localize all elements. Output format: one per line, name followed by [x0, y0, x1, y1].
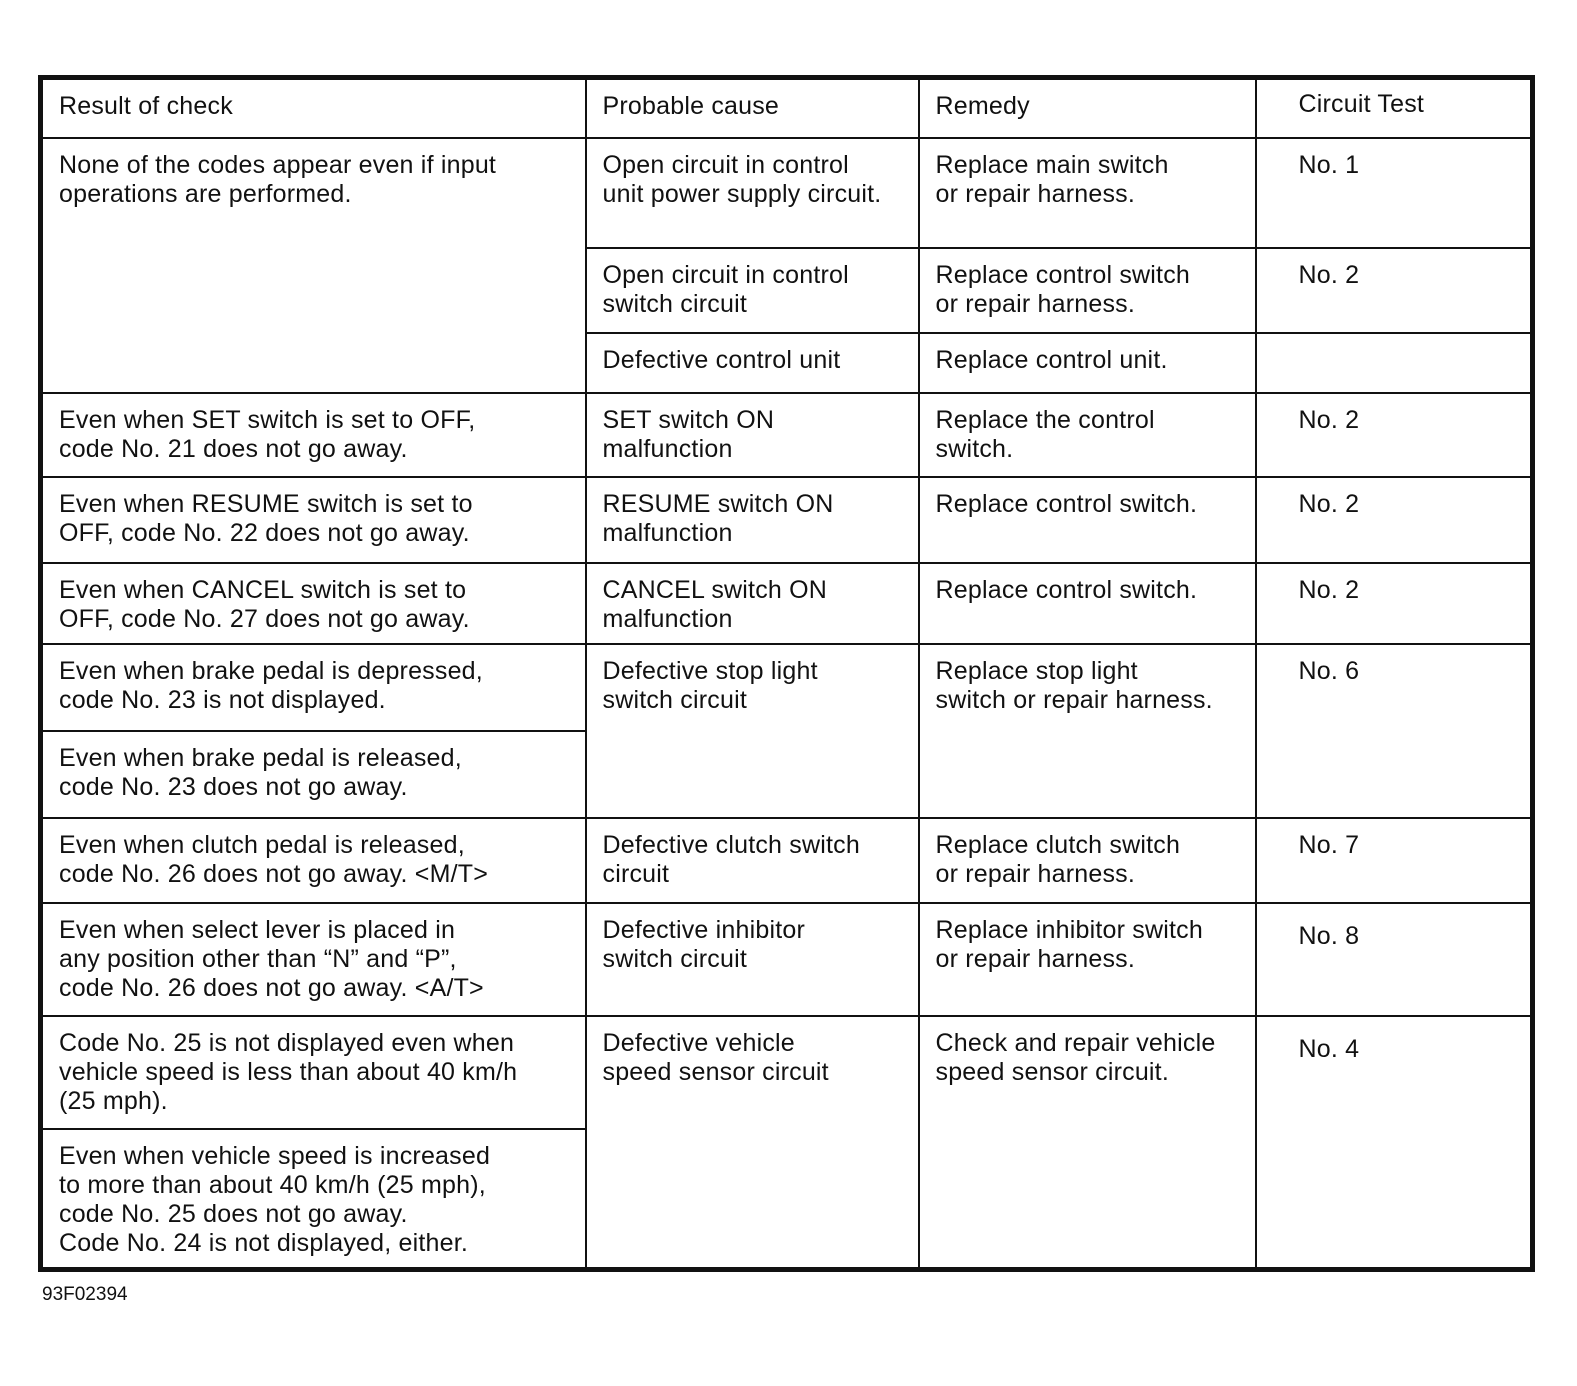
header-circuit-test: Circuit Test: [1256, 78, 1533, 138]
table-row: [41, 563, 1533, 644]
result-cell: Even when select lever is placed in any position other than “N” and “P”, code No. 26 does not go away. <A/T>: [41, 903, 586, 1016]
table-row: [41, 818, 1533, 903]
figure-id: 93F02394: [42, 1284, 128, 1305]
cause-cell: Open circuit in control unit power supply circuit.: [586, 138, 919, 248]
result-cell: Code No. 25 is not displayed even when vehicle speed is less than about 40 km/h (25 mph).: [41, 1016, 586, 1129]
cause-cell: Defective inhibitor switch circuit: [586, 903, 919, 1016]
test-cell: No. 7: [1256, 818, 1533, 903]
test-cell: [1256, 333, 1533, 393]
cause-cell: SET switch ON malfunction: [586, 393, 919, 477]
test-cell: No. 2: [1256, 477, 1533, 563]
remedy-cell: Replace control switch.: [919, 477, 1256, 563]
header-cause: Probable cause: [586, 78, 919, 138]
table-row: [41, 138, 1533, 248]
table-row: [41, 1016, 1533, 1129]
cause-cell: Defective stop light switch circuit: [586, 644, 919, 818]
result-cell: Even when brake pedal is released, code No. 23 does not go away.: [41, 731, 586, 818]
result-cell: Even when clutch pedal is released, code No. 26 does not go away. <M/T>: [41, 818, 586, 903]
remedy-cell: Replace control unit.: [919, 333, 1256, 393]
remedy-cell: Replace stop light switch or repair harness.: [919, 644, 1256, 818]
table-row: [41, 903, 1533, 1016]
table-row: [41, 393, 1533, 477]
remedy-cell: Replace clutch switch or repair harness.: [919, 818, 1256, 903]
table-row: [41, 477, 1533, 563]
result-cell: Even when vehicle speed is increased to more than about 40 km/h (25 mph), code No. 25 does not go away. Code No. 24 is not displayed, either.: [41, 1129, 586, 1270]
remedy-cell: Replace control switch or repair harness.: [919, 248, 1256, 333]
test-cell: No. 1: [1256, 138, 1533, 248]
table-row: [41, 644, 1533, 731]
test-cell: No. 6: [1256, 644, 1533, 818]
cause-cell: RESUME switch ON malfunction: [586, 477, 919, 563]
cause-cell: CANCEL switch ON malfunction: [586, 563, 919, 644]
diagnosis-table: [38, 75, 1535, 1272]
cause-cell: Defective vehicle speed sensor circuit: [586, 1016, 919, 1270]
result-cell: None of the codes appear even if input operations are performed.: [41, 138, 586, 393]
result-cell: Even when CANCEL switch is set to OFF, code No. 27 does not go away.: [41, 563, 586, 644]
cause-cell: Open circuit in control switch circuit: [586, 248, 919, 333]
remedy-cell: Replace main switch or repair harness.: [919, 138, 1256, 248]
remedy-cell: Replace the control switch.: [919, 393, 1256, 477]
remedy-cell: Replace inhibitor switch or repair harness.: [919, 903, 1256, 1016]
cause-cell: Defective control unit: [586, 333, 919, 393]
result-cell: Even when brake pedal is depressed, code No. 23 is not displayed.: [41, 644, 586, 731]
header-result: Result of check: [41, 78, 586, 138]
test-cell: No. 2: [1256, 393, 1533, 477]
header-row: [41, 78, 1533, 138]
test-cell: No. 8: [1256, 903, 1533, 1016]
test-cell: No. 4: [1256, 1016, 1533, 1270]
remedy-cell: Replace control switch.: [919, 563, 1256, 644]
result-cell: Even when SET switch is set to OFF, code No. 21 does not go away.: [41, 393, 586, 477]
result-cell: Even when RESUME switch is set to OFF, code No. 22 does not go away.: [41, 477, 586, 563]
test-cell: No. 2: [1256, 248, 1533, 333]
remedy-cell: Check and repair vehicle speed sensor circuit.: [919, 1016, 1256, 1270]
test-cell: No. 2: [1256, 563, 1533, 644]
cause-cell: Defective clutch switch circuit: [586, 818, 919, 903]
header-remedy: Remedy: [919, 78, 1256, 138]
